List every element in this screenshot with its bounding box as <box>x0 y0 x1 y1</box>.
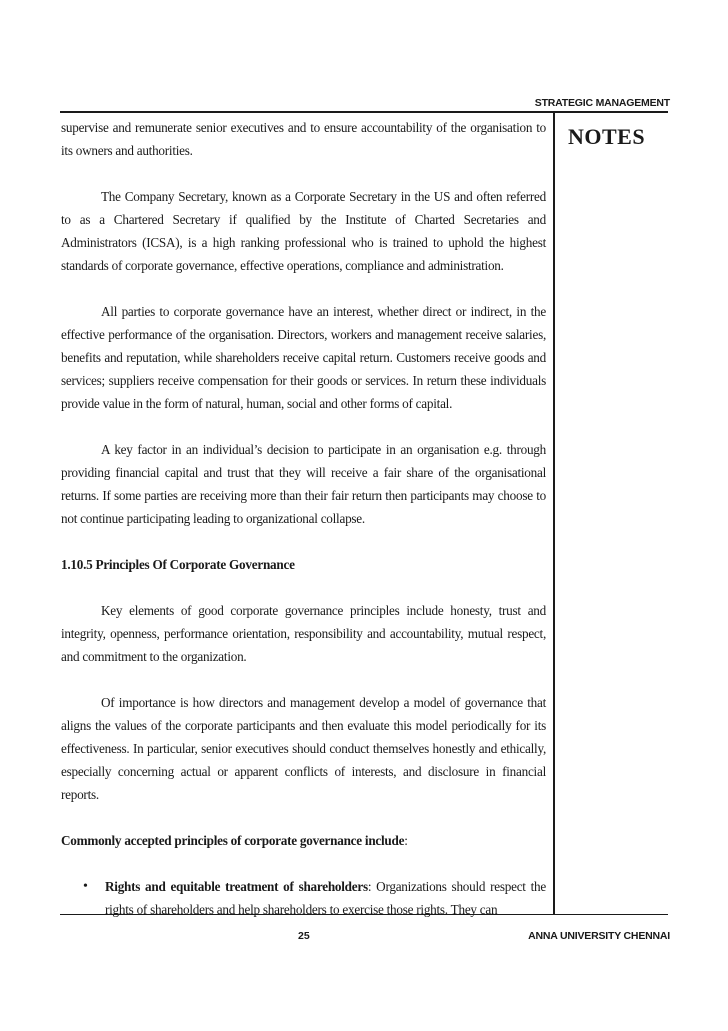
subheading-text: Commonly accepted principles of corporate governance include <box>61 833 405 848</box>
list-item-title: Rights and equitable treatment of shareholders <box>105 879 368 894</box>
running-footer: ANNA UNIVERSITY CHENNAI <box>528 930 670 942</box>
footer-rule <box>60 914 668 915</box>
notes-label: NOTES <box>568 124 646 149</box>
paragraph: supervise and remunerate senior executives and to ensure accountability of the organisation to its owners and authorities. <box>61 120 546 158</box>
paragraph: The Company Secretary, known as a Corporate Secretary in the US and often referred to as a Chartered Secretary if qualified by the Institute of Charted Secretaries and Administrators (ICSA), is a high ranking professional who is trained to uphold the highest standards of corporate governance, effective operations, compliance and administration. <box>61 189 546 273</box>
subheading <box>61 829 546 852</box>
section-heading: 1.10.5 Principles Of Corporate Governance <box>61 557 295 572</box>
subheading-colon: : <box>404 833 408 848</box>
paragraph: Key elements of good corporate governance principles include honesty, trust and integrity, openness, performance orientation, responsibility and accountability, mutual respect, and commitment to the organization. <box>61 603 546 664</box>
list-item-body: : Organizations should respect the rights of shareholders and help shareholders to exercise those rights. They can <box>105 879 546 917</box>
paragraph: All parties to corporate governance have an interest, whether direct or indirect, in the effective performance of the organisation. Directors, workers and management receive salaries, benefits and reputation, while shareholders receive capital return. Customers receive goods and services; suppliers receive compensation for their goods or services. In return these individuals provide value in the form of natural, human, social and other forms of capital. <box>61 304 546 411</box>
margin-rule <box>553 111 555 914</box>
header-rule <box>60 111 668 113</box>
paragraph: Of importance is how directors and management develop a model of governance that aligns the values of the corporate participants and then evaluate this model periodically for its effectiveness. In particular, senior executives should conduct themselves honestly and ethically, especially concerning actual or apparent conflicts of interests, and disclosure in financial reports. <box>61 695 546 802</box>
running-header: STRATEGIC MANAGEMENT <box>534 97 670 109</box>
paragraph: A key factor in an individual’s decision to participate in an organisation e.g. through providing financial capital and trust that they will receive a fair share of the organisational returns. If some parties are receiving more than their fair return then participants may choose to not continue participating leading to organizational collapse. <box>61 442 546 526</box>
body-text <box>61 116 546 921</box>
bullet-icon: • <box>83 879 88 894</box>
page-number: 25 <box>298 930 310 942</box>
